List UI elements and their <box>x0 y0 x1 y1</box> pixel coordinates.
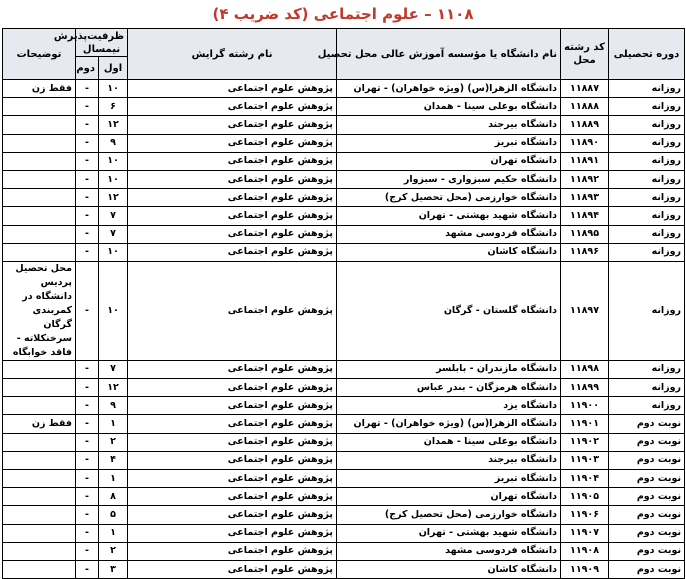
cell-major: پژوهش علوم اجتماعی <box>128 225 337 243</box>
cell-code: ۱۱۹۰۱ <box>561 415 609 433</box>
cell-university: دانشگاه یزد <box>337 397 561 415</box>
table-row <box>3 360 685 378</box>
cell-major: پژوهش علوم اجتماعی <box>128 488 337 506</box>
header-notes: توضیحات <box>3 29 76 80</box>
cell-university: دانشگاه شهید بهشتی - تهران <box>337 207 561 225</box>
table-row <box>3 152 685 170</box>
cell-code: ۱۱۹۰۸ <box>561 542 609 560</box>
cell-code: ۱۱۸۹۸ <box>561 360 609 378</box>
cell-major: پژوهش علوم اجتماعی <box>128 470 337 488</box>
table-row <box>3 98 685 116</box>
cell-major: پژوهش علوم اجتماعی <box>128 243 337 261</box>
header-code-line2: محل <box>573 55 596 66</box>
table-row <box>3 189 685 207</box>
cell-capacity-second: - <box>76 506 99 524</box>
header-code-line1: کد رشته <box>564 42 605 53</box>
cell-capacity-second: - <box>76 170 99 188</box>
cell-capacity-first: ۱۰ <box>99 170 128 188</box>
cell-capacity-second: - <box>76 189 99 207</box>
cell-capacity-first: ۱۰ <box>99 80 128 98</box>
cell-major: پژوهش علوم اجتماعی <box>128 560 337 578</box>
table-row <box>3 116 685 134</box>
cell-capacity-second: - <box>76 134 99 152</box>
cell-capacity-second: - <box>76 415 99 433</box>
cell-code: ۱۱۸۹۰ <box>561 134 609 152</box>
cell-capacity-first: ۱۲ <box>99 189 128 207</box>
cell-code: ۱۱۹۰۳ <box>561 451 609 469</box>
cell-university: دانشگاه کاشان <box>337 560 561 578</box>
cell-code: ۱۱۸۹۴ <box>561 207 609 225</box>
cell-major: پژوهش علوم اجتماعی <box>128 397 337 415</box>
cell-capacity-second: - <box>76 360 99 378</box>
table-row <box>3 506 685 524</box>
cell-university: دانشگاه تهران <box>337 152 561 170</box>
cell-period: نوبت دوم <box>609 506 685 524</box>
cell-university: دانشگاه مازندران - بابلسر <box>337 360 561 378</box>
cell-capacity-first: ۶ <box>99 98 128 116</box>
cell-university: دانشگاه بوعلی سینا - همدان <box>337 98 561 116</box>
cell-capacity-first: ۱۲ <box>99 116 128 134</box>
cell-period: روزانه <box>609 189 685 207</box>
cell-code: ۱۱۸۹۷ <box>561 261 609 360</box>
cell-capacity-first: ۴ <box>99 451 128 469</box>
cell-code: ۱۱۸۸۹ <box>561 116 609 134</box>
cell-university: دانشگاه بیرجند <box>337 451 561 469</box>
cell-capacity-second: - <box>76 243 99 261</box>
cell-period: نوبت دوم <box>609 488 685 506</box>
header-major: نام رشته گرایش <box>128 29 337 80</box>
table-row <box>3 170 685 188</box>
cell-capacity-first: ۲ <box>99 542 128 560</box>
cell-code: ۱۱۸۸۷ <box>561 80 609 98</box>
cell-capacity-first: ۳ <box>99 560 128 578</box>
cell-capacity-second: - <box>76 451 99 469</box>
cell-notes <box>3 207 76 225</box>
cell-period: روزانه <box>609 116 685 134</box>
cell-notes <box>3 98 76 116</box>
cell-notes <box>3 397 76 415</box>
cell-university: دانشگاه تبریز <box>337 470 561 488</box>
cell-capacity-first: ۱ <box>99 470 128 488</box>
cell-notes <box>3 488 76 506</box>
header-capacity-line1: ظرفیت‌پذیرش <box>53 30 125 42</box>
cell-capacity-first: ۵ <box>99 506 128 524</box>
cell-major: پژوهش علوم اجتماعی <box>128 134 337 152</box>
table-row <box>3 415 685 433</box>
header-capacity-line2: نیمسال <box>82 43 121 55</box>
cell-period: نوبت دوم <box>609 415 685 433</box>
cell-capacity-first: ۱۰ <box>99 243 128 261</box>
cell-notes <box>3 470 76 488</box>
cell-capacity-second: - <box>76 433 99 451</box>
cell-university: دانشگاه بوعلی سینا - همدان <box>337 433 561 451</box>
header-period: دوره تحصیلی <box>609 29 685 80</box>
cell-university: دانشگاه حکیم سبزواری - سبزوار <box>337 170 561 188</box>
cell-major: پژوهش علوم اجتماعی <box>128 451 337 469</box>
cell-period: روزانه <box>609 243 685 261</box>
cell-capacity-first: ۹ <box>99 134 128 152</box>
cell-university: دانشگاه فردوسی مشهد <box>337 542 561 560</box>
cell-university: دانشگاه خوارزمی (محل تحصیل کرج) <box>337 506 561 524</box>
cell-period: نوبت دوم <box>609 451 685 469</box>
cell-capacity-first: ۱۰ <box>99 152 128 170</box>
cell-period: روزانه <box>609 170 685 188</box>
cell-period: نوبت دوم <box>609 524 685 542</box>
cell-capacity-second: - <box>76 524 99 542</box>
cell-university: دانشگاه الزهرا(س) (ویژه خواهران) - تهران <box>337 415 561 433</box>
cell-university: دانشگاه تهران <box>337 488 561 506</box>
cell-code: ۱۱۹۰۴ <box>561 470 609 488</box>
cell-university: دانشگاه هرمزگان - بندر عباس <box>337 379 561 397</box>
cell-notes <box>3 116 76 134</box>
cell-period: نوبت دوم <box>609 433 685 451</box>
cell-capacity-second: - <box>76 397 99 415</box>
table-row <box>3 470 685 488</box>
cell-capacity-first: ۷ <box>99 225 128 243</box>
cell-period: روزانه <box>609 134 685 152</box>
table-row <box>3 451 685 469</box>
cell-major: پژوهش علوم اجتماعی <box>128 506 337 524</box>
cell-capacity-first: ۱ <box>99 524 128 542</box>
cell-period: روزانه <box>609 152 685 170</box>
cell-capacity-second: - <box>76 225 99 243</box>
table-row <box>3 524 685 542</box>
cell-notes <box>3 170 76 188</box>
cell-capacity-first: ۷ <box>99 207 128 225</box>
cell-notes <box>3 379 76 397</box>
cell-notes <box>3 451 76 469</box>
cell-period: روزانه <box>609 397 685 415</box>
cell-code: ۱۱۹۰۰ <box>561 397 609 415</box>
cell-major: پژوهش علوم اجتماعی <box>128 116 337 134</box>
cell-capacity-second: - <box>76 560 99 578</box>
cell-notes <box>3 152 76 170</box>
cell-capacity-first: ۱۰ <box>99 261 128 360</box>
cell-major: پژوهش علوم اجتماعی <box>128 261 337 360</box>
cell-capacity-first: ۱۲ <box>99 379 128 397</box>
cell-capacity-first: ۹ <box>99 397 128 415</box>
cell-major: پژوهش علوم اجتماعی <box>128 170 337 188</box>
cell-university: دانشگاه گلستان - گرگان <box>337 261 561 360</box>
cell-major: پژوهش علوم اجتماعی <box>128 189 337 207</box>
cell-code: ۱۱۸۹۳ <box>561 189 609 207</box>
cell-code: ۱۱۸۸۸ <box>561 98 609 116</box>
cell-capacity-second: - <box>76 207 99 225</box>
cell-code: ۱۱۸۹۶ <box>561 243 609 261</box>
cell-period: نوبت دوم <box>609 560 685 578</box>
header-first-semester: اول <box>99 57 128 80</box>
cell-notes <box>3 506 76 524</box>
cell-major: پژوهش علوم اجتماعی <box>128 415 337 433</box>
cell-period: نوبت دوم <box>609 470 685 488</box>
cell-major: پژوهش علوم اجتماعی <box>128 152 337 170</box>
header-second-semester: دوم <box>76 57 99 80</box>
cell-notes: محل تحصیل پردیس دانشگاه در کمربندی گرگان سرخنکلاته - فاقد خوابگاه <box>3 261 76 360</box>
cell-capacity-second: - <box>76 80 99 98</box>
cell-notes <box>3 225 76 243</box>
cell-major: پژوهش علوم اجتماعی <box>128 524 337 542</box>
cell-code: ۱۱۸۹۵ <box>561 225 609 243</box>
cell-major: پژوهش علوم اجتماعی <box>128 80 337 98</box>
cell-period: روزانه <box>609 360 685 378</box>
cell-capacity-first: ۸ <box>99 488 128 506</box>
cell-university: دانشگاه خوارزمی (محل تحصیل کرج) <box>337 189 561 207</box>
cell-notes <box>3 542 76 560</box>
cell-code: ۱۱۹۰۶ <box>561 506 609 524</box>
cell-major: پژوهش علوم اجتماعی <box>128 433 337 451</box>
cell-period: روزانه <box>609 379 685 397</box>
table-row <box>3 542 685 560</box>
cell-notes <box>3 524 76 542</box>
cell-code: ۱۱۸۹۹ <box>561 379 609 397</box>
cell-capacity-second: - <box>76 261 99 360</box>
cell-capacity-first: ۷ <box>99 360 128 378</box>
cell-code: ۱۱۹۰۵ <box>561 488 609 506</box>
cell-notes: فقط زن <box>3 415 76 433</box>
table-row <box>3 397 685 415</box>
cell-period: نوبت دوم <box>609 542 685 560</box>
table-row <box>3 488 685 506</box>
header-code <box>561 29 609 80</box>
cell-university: دانشگاه تبریز <box>337 134 561 152</box>
page-title: ۱۱۰۸ – علوم اجتماعی (کد ضریب ۴) <box>212 5 474 23</box>
cell-code: ۱۱۹۰۷ <box>561 524 609 542</box>
cell-university: دانشگاه کاشان <box>337 243 561 261</box>
header-university: نام دانشگاه یا مؤسسه آموزش عالی محل تحصیل <box>337 29 561 80</box>
cell-code: ۱۱۸۹۲ <box>561 170 609 188</box>
table-row <box>3 433 685 451</box>
cell-capacity-second: - <box>76 470 99 488</box>
table-row <box>3 560 685 578</box>
cell-university: دانشگاه الزهرا(س) (ویژه خواهران) - تهران <box>337 80 561 98</box>
cell-notes: فقط زن <box>3 80 76 98</box>
table-row <box>3 243 685 261</box>
cell-notes <box>3 134 76 152</box>
cell-notes <box>3 560 76 578</box>
cell-capacity-second: - <box>76 488 99 506</box>
table-row <box>3 134 685 152</box>
cell-university: دانشگاه شهید بهشتی - تهران <box>337 524 561 542</box>
cell-capacity-first: ۱ <box>99 415 128 433</box>
table-row <box>3 225 685 243</box>
cell-university: دانشگاه بیرجند <box>337 116 561 134</box>
cell-major: پژوهش علوم اجتماعی <box>128 98 337 116</box>
cell-notes <box>3 243 76 261</box>
cell-code: ۱۱۹۰۲ <box>561 433 609 451</box>
cell-university: دانشگاه فردوسی مشهد <box>337 225 561 243</box>
cell-major: پژوهش علوم اجتماعی <box>128 379 337 397</box>
cell-period: روزانه <box>609 261 685 360</box>
cell-capacity-second: - <box>76 116 99 134</box>
cell-notes <box>3 360 76 378</box>
cell-period: روزانه <box>609 225 685 243</box>
header-capacity <box>53 29 128 57</box>
cell-capacity-second: - <box>76 98 99 116</box>
cell-capacity-second: - <box>76 152 99 170</box>
cell-period: روزانه <box>609 80 685 98</box>
cell-major: پژوهش علوم اجتماعی <box>128 360 337 378</box>
cell-period: روزانه <box>609 207 685 225</box>
table-row <box>3 207 685 225</box>
cell-major: پژوهش علوم اجتماعی <box>128 542 337 560</box>
cell-period: روزانه <box>609 98 685 116</box>
cell-major: پژوهش علوم اجتماعی <box>128 207 337 225</box>
table-header-row <box>3 29 685 57</box>
table-row <box>3 261 685 360</box>
table-row <box>3 379 685 397</box>
cell-notes <box>3 189 76 207</box>
cell-capacity-first: ۲ <box>99 433 128 451</box>
admissions-table <box>2 28 685 579</box>
cell-capacity-second: - <box>76 542 99 560</box>
cell-notes <box>3 433 76 451</box>
cell-code: ۱۱۸۹۱ <box>561 152 609 170</box>
cell-code: ۱۱۹۰۹ <box>561 560 609 578</box>
table-body <box>3 80 685 579</box>
cell-capacity-second: - <box>76 379 99 397</box>
table-row <box>3 80 685 98</box>
